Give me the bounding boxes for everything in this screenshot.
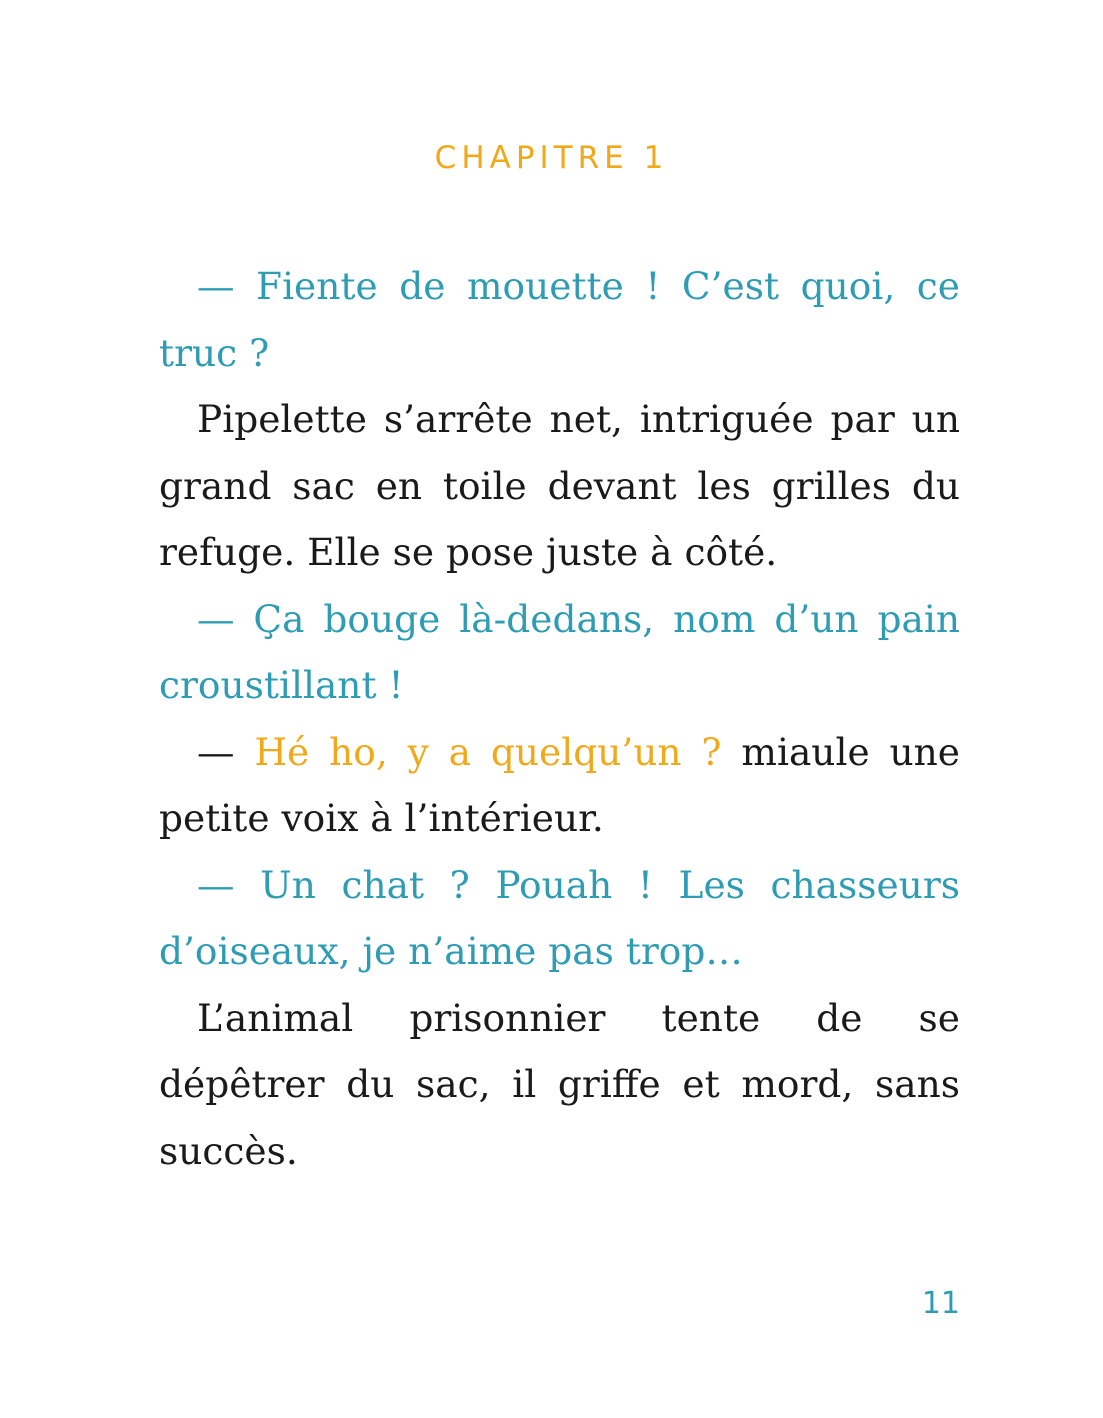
text-line: truc ?: [159, 330, 270, 375]
paragraph-dialogue-cat: [159, 719, 960, 852]
text-line: d’oiseaux, je n’aime pas trop…: [159, 929, 743, 973]
paragraph-dialogue-bread: [159, 586, 960, 719]
text-line: Pipelette s’arrête net, intriguée par un: [197, 397, 960, 441]
text-line: L’animal prisonnier tente de se: [197, 995, 960, 1040]
text-line: — Ça bouge là-dedans, nom d’un pain: [197, 596, 960, 641]
text-line: refuge. Elle se pose juste à côté.: [159, 530, 778, 574]
dialogue-dash: —: [197, 729, 255, 774]
text-line: grand sac en toile devant les grilles du: [159, 463, 960, 508]
chapter-heading: CHAPITRE 1: [434, 140, 669, 176]
speech-tag: miaule une: [721, 729, 960, 774]
text-line: petite voix à l’intérieur.: [159, 796, 604, 840]
text-line: succès.: [159, 1128, 298, 1173]
text-line: croustillant !: [159, 663, 404, 707]
text-line: — Un chat ? Pouah ! Les chasseurs: [197, 862, 960, 907]
page-number: 11: [921, 1286, 960, 1321]
text-line: dépêtrer du sac, il griffe et mord, sans: [159, 1062, 960, 1106]
paragraph-dialogue-seagull: [159, 253, 960, 386]
paragraph-dialogue-hunters: [159, 852, 960, 985]
cat-speech: Hé ho, y a quelqu’un ?: [254, 729, 722, 774]
paragraph-narration-animal: [159, 985, 960, 1185]
paragraph-narration-pipelette: [159, 386, 960, 586]
chapter-text: [159, 253, 960, 1184]
text-line: — Fiente de mouette ! C’est quoi, ce: [197, 264, 960, 308]
text-line: [159, 719, 960, 786]
